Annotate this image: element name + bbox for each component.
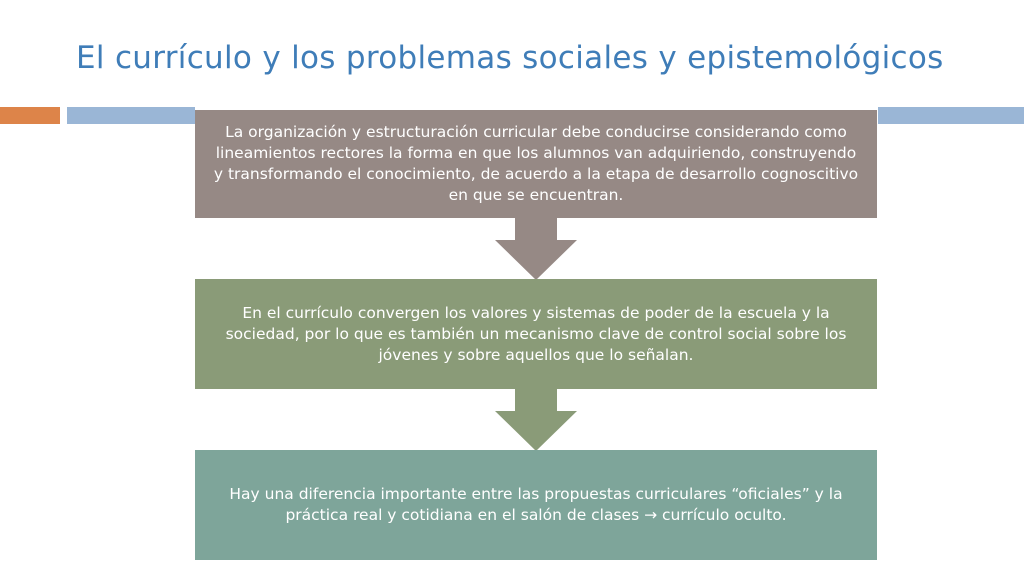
accent-bar-blue-right: [878, 107, 1024, 124]
process-box-2: [195, 279, 877, 389]
down-arrow-2: [495, 389, 577, 451]
slide-title: El currículo y los problemas sociales y epistemológicos: [76, 40, 944, 76]
down-arrow-1: [495, 218, 577, 280]
process-box-1: [195, 110, 877, 218]
accent-bar-blue-left: [67, 107, 195, 124]
process-box-2-text: En el currículo convergen los valores y sistemas de poder de la escuela y la sociedad, por lo que es también un mecanismo clave de control social sobre los jóvenes y sobre aquellos que lo señalan.: [225, 303, 847, 364]
accent-bar-orange: [0, 107, 60, 124]
process-box-1-text: La organización y estructuración curricular debe conducirse considerando como lineamientos rectores la forma en que los alumnos van adquiriendo, construyendo y transformando el conocimiento, de acuerdo a la etapa de desarrollo cognoscitivo en que se encuentran.: [213, 123, 859, 204]
down-arrow-1-shape: [495, 218, 577, 280]
down-arrow-2-shape: [495, 389, 577, 451]
process-box-3-text: Hay una diferencia importante entre las propuestas curriculares “oficiales” y la práctica real y cotidiana en el salón de clases → currículo oculto.: [229, 485, 843, 524]
process-box-3: [195, 450, 877, 560]
